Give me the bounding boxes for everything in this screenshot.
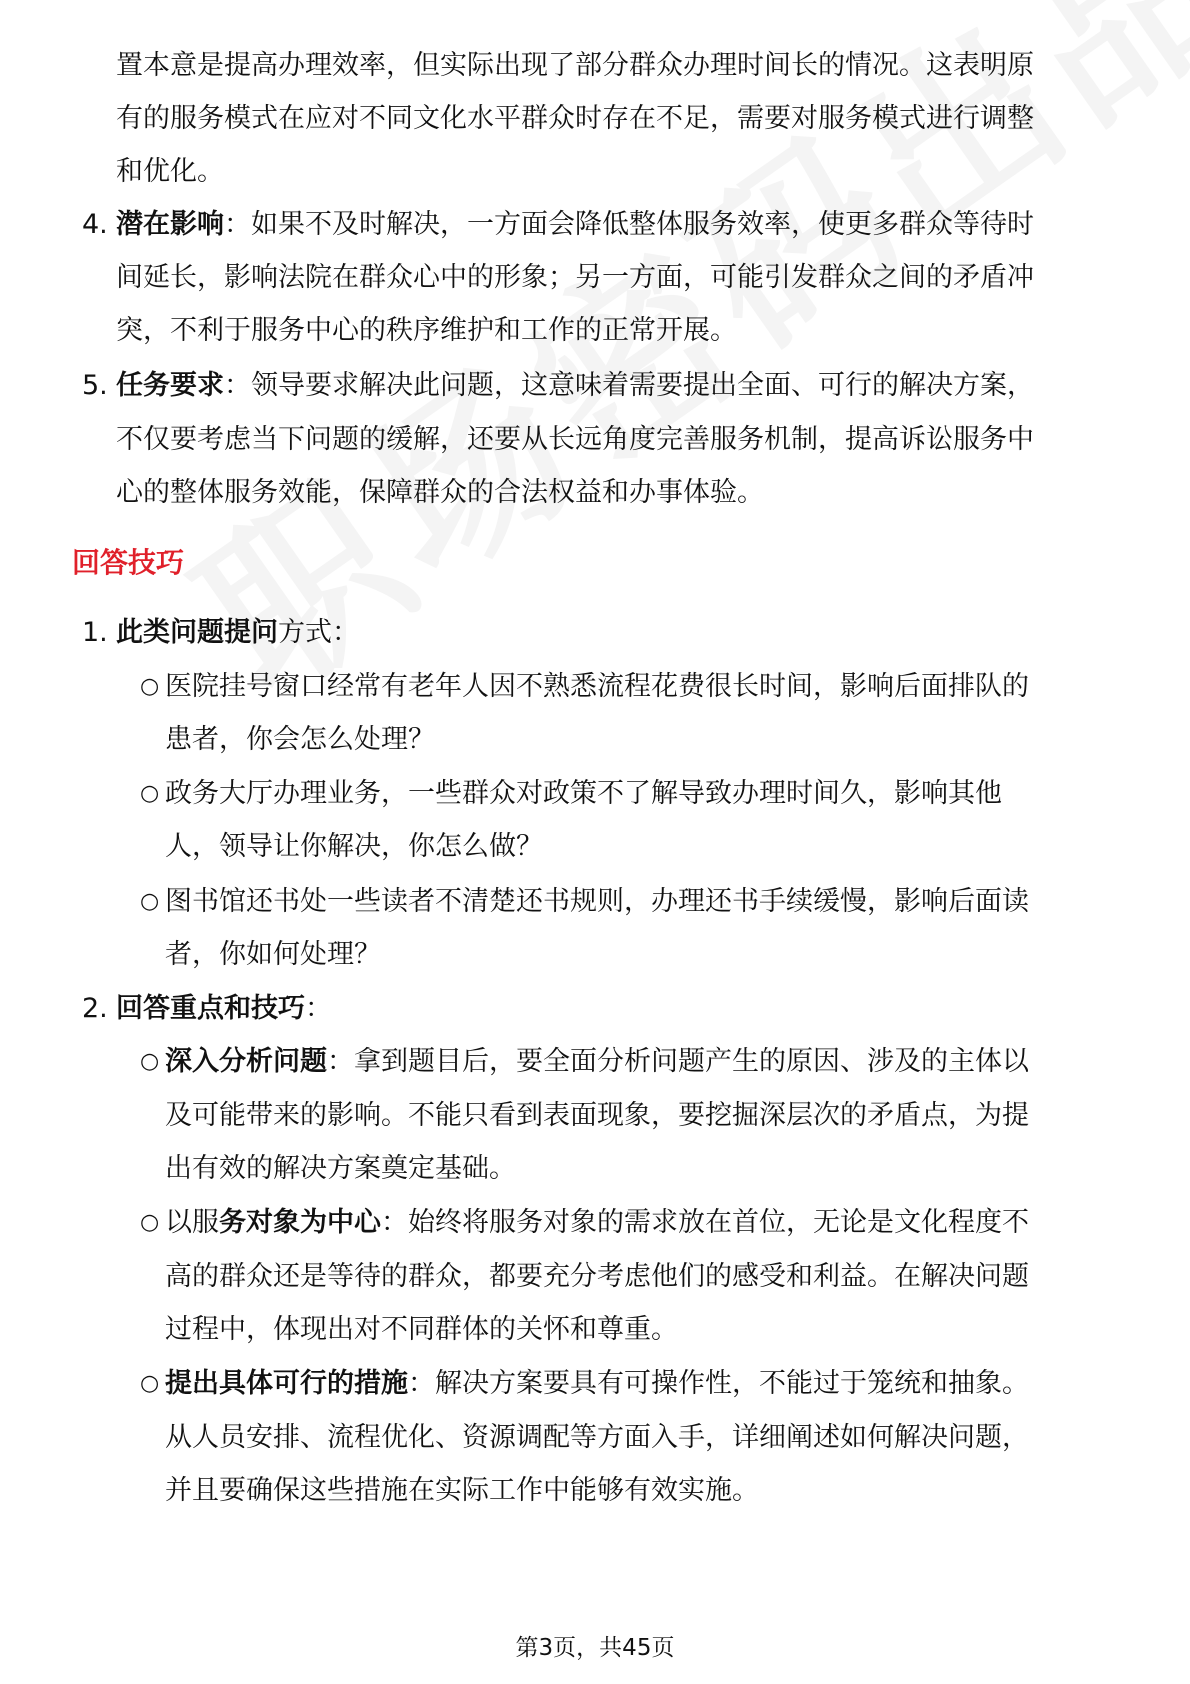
paragraph-line: 和优化。	[116, 156, 224, 187]
list-item-heading: 此类问题提问	[116, 617, 278, 648]
sublist-item-line	[165, 1364, 1029, 1404]
sublist-item-line	[165, 1042, 1029, 1082]
bullet-icon: ○	[140, 1371, 160, 1396]
list-item-line	[116, 205, 1034, 245]
sublist-item-line: 过程中，体现出对不同群体的关怀和尊重。	[165, 1314, 678, 1345]
sublist-item-line: 患者，你会怎么处理？	[165, 724, 435, 755]
sublist-item-line: 出有效的解决方案奠定基础。	[165, 1153, 516, 1184]
list-item-line	[116, 613, 359, 653]
bullet-icon: ○	[140, 781, 160, 806]
sublist-item-line	[165, 1203, 1029, 1243]
sublist-item-prefix: 以服	[165, 1207, 219, 1238]
sublist-item-text: ：始终将服务对象的需求放在首位，无论是文化程度不	[381, 1207, 1029, 1238]
bullet-icon: ○	[140, 1049, 160, 1074]
sublist-item-text: ：解决方案要具有可操作性，不能过于笼统和抽象。	[408, 1368, 1029, 1399]
sublist-item-line: 人，领导让你解决，你怎么做？	[165, 831, 543, 862]
page-number-footer: 第3页，共45页	[515, 1635, 675, 1661]
list-item-line	[116, 366, 1034, 406]
sublist-item-heading: 深入分析问题	[165, 1046, 327, 1077]
list-item-heading: 潜在影响	[116, 209, 224, 240]
list-item-heading: 任务要求	[116, 370, 224, 401]
paragraph-line: 有的服务模式在应对不同文化水平群众时存在不足，需要对服务模式进行调整	[116, 103, 1034, 134]
sublist-item-line: 及可能带来的影响。不能只看到表面现象，要挖掘深层次的矛盾点，为提	[165, 1100, 1029, 1131]
sublist-item-line: 政务大厅办理业务，一些群众对政策不了解导致办理时间久，影响其他	[165, 778, 1002, 809]
sublist-item-line: 从人员安排、流程优化、资源调配等方面入手，详细阐述如何解决问题，	[165, 1422, 1029, 1453]
list-item-line	[116, 989, 332, 1029]
list-item-text: ：	[305, 993, 332, 1024]
section-title: 回答技巧	[72, 546, 185, 579]
sublist-item-line: 图书馆还书处一些读者不清楚还书规则，办理还书手续缓慢，影响后面读	[165, 886, 1029, 917]
list-number: 4.	[82, 209, 108, 240]
list-item-text: ：领导要求解决此问题，这意味着需要提出全面、可行的解决方案，	[224, 370, 1034, 401]
list-item-text: ：如果不及时解决，一方面会降低整体服务效率，使更多群众等待时	[224, 209, 1034, 240]
bullet-icon: ○	[140, 889, 160, 914]
list-item-line: 心的整体服务效能，保障群众的合法权益和办事体验。	[116, 477, 764, 508]
list-number: 5.	[82, 370, 108, 401]
list-number: 1.	[82, 617, 108, 648]
paragraph-line: 置本意是提高办理效率，但实际出现了部分群众办理时间长的情况。这表明原	[116, 50, 1034, 81]
sublist-item-heading: 提出具体可行的措施	[165, 1368, 408, 1399]
sublist-item-text: ：拿到题目后，要全面分析问题产生的原因、涉及的主体以	[327, 1046, 1029, 1077]
sublist-item-heading: 务对象为中心	[219, 1207, 381, 1238]
list-item-line: 突，不利于服务中心的秩序维护和工作的正常开展。	[116, 315, 737, 346]
sublist-item-line: 高的群众还是等待的群众，都要充分考虑他们的感受和利益。在解决问题	[165, 1261, 1029, 1292]
bullet-icon: ○	[140, 674, 160, 699]
list-item-text: 方式：	[278, 617, 359, 648]
list-number: 2.	[82, 993, 108, 1024]
list-item-line: 间延长，影响法院在群众心中的形象；另一方面，可能引发群众之间的矛盾冲	[116, 262, 1034, 293]
sublist-item-line: 者，你如何处理？	[165, 939, 381, 970]
list-item-heading: 回答重点和技巧	[116, 993, 305, 1024]
sublist-item-line: 医院挂号窗口经常有老年人因不熟悉流程花费很长时间，影响后面排队的	[165, 671, 1029, 702]
bullet-icon: ○	[140, 1210, 160, 1235]
sublist-item-line: 并且要确保这些措施在实际工作中能够有效实施。	[165, 1475, 759, 1506]
list-item-line: 不仅要考虑当下问题的缓解，还要从长远角度完善服务机制，提高诉讼服务中	[116, 424, 1034, 455]
